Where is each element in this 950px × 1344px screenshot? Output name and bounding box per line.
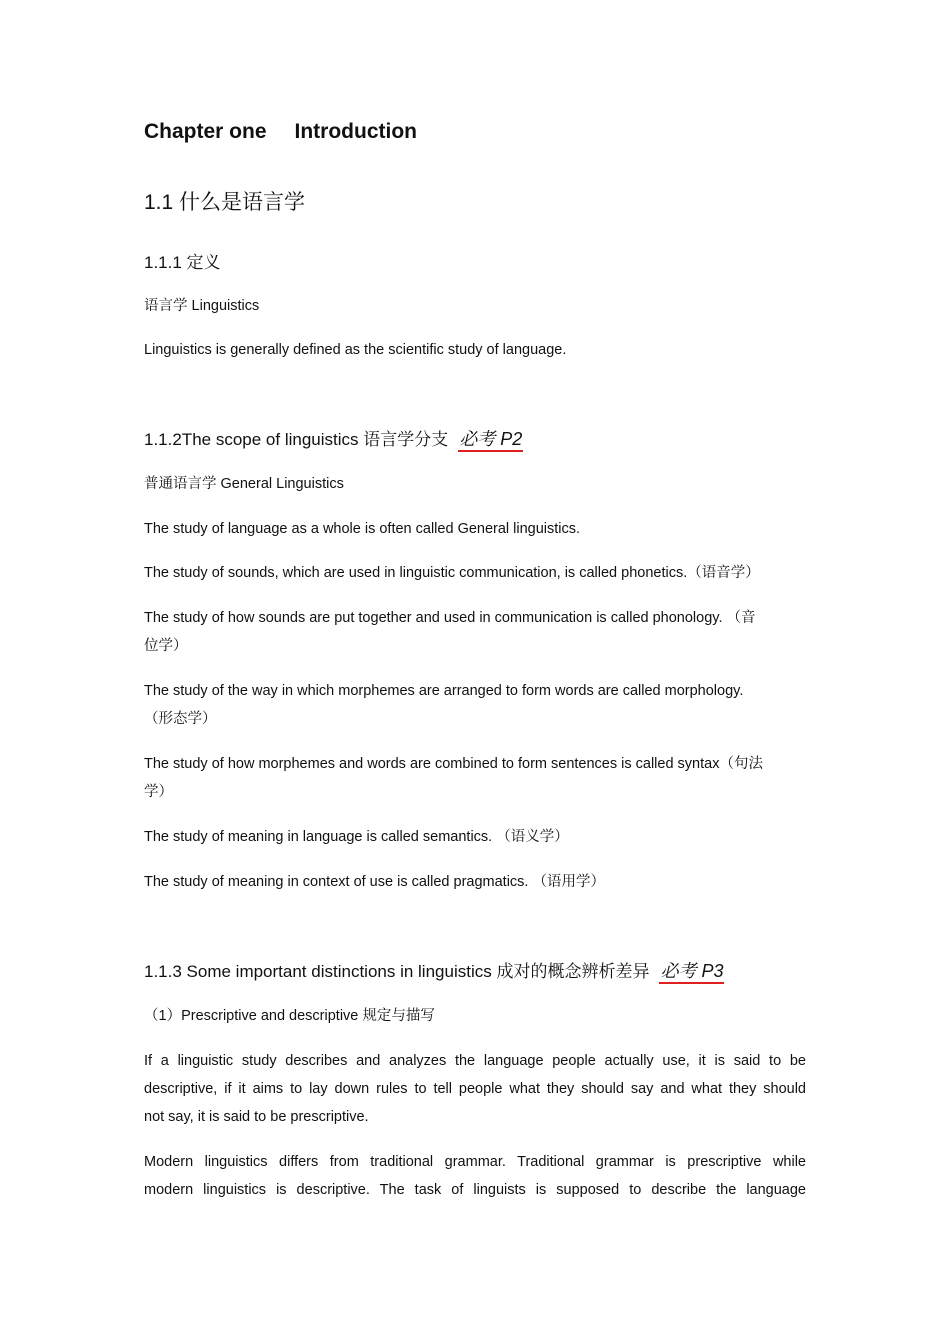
paragraph-line: descriptive, if it aims to lay down rules to tell people what they should say and what they should (144, 1081, 806, 1097)
section-1-1-2-title: 1.1.2The scope of linguistics 语言学分支 (144, 430, 449, 449)
section-1-1-1-heading: 1.1.1 定义 (144, 253, 221, 272)
scope-line: 学） (144, 784, 173, 800)
scope-line: The study of sounds, which are used in linguistic communication, is called phonetics.（语音学） (144, 565, 760, 581)
term-linguistics: 语言学 Linguistics (144, 298, 260, 314)
scope-line: The study of how sounds are put together and used in communication is called phonology. （音 (144, 610, 756, 626)
section-1-1-heading: 1.1 什么是语言学 (144, 191, 306, 214)
chapter-heading (144, 120, 806, 144)
paragraph-line: not say, it is said to be prescriptive. (144, 1109, 369, 1125)
must-test-tag: 必考 P2 (458, 429, 523, 452)
scope-line: （形态学） (144, 711, 217, 727)
paragraph-line: Modern linguistics differs from traditional grammar. Traditional grammar is prescriptive while (144, 1154, 806, 1170)
must-test-tag: 必考 P3 (659, 961, 724, 984)
paragraph-line: If a linguistic study describes and analyzes the language people actually use, it is said to be (144, 1053, 806, 1069)
scope-line: The study of the way in which morphemes are arranged to form words are called morphology. (144, 683, 744, 699)
term-general-linguistics: 普通语言学 General Linguistics (144, 476, 344, 492)
scope-line: The study of meaning in language is called semantics. （语义学） (144, 829, 569, 845)
scope-line: 位学） (144, 638, 188, 654)
linguistics-definition: Linguistics is generally defined as the scientific study of language. (144, 342, 567, 358)
scope-line: The study of language as a whole is often called General linguistics. (144, 521, 581, 537)
scope-line: The study of how morphemes and words are combined to form sentences is called syntax（句法 (144, 756, 763, 772)
section-1-1-2-heading (144, 425, 806, 452)
chapter-label: Chapter one (144, 120, 267, 143)
section-1-1-3-heading (144, 957, 806, 984)
paragraph-line: modern linguistics is descriptive. The task of linguists is supposed to describe the language (144, 1182, 806, 1198)
scope-line: The study of meaning in context of use is called pragmatics. （语用学） (144, 874, 605, 890)
sub-heading-prescriptive-descriptive: （1）Prescriptive and descriptive 规定与描写 (144, 1008, 435, 1024)
section-1-1-3-title: 1.1.3 Some important distinctions in linguistics 成对的概念辨析差异 (144, 962, 650, 981)
chapter-title: Introduction (294, 120, 417, 143)
